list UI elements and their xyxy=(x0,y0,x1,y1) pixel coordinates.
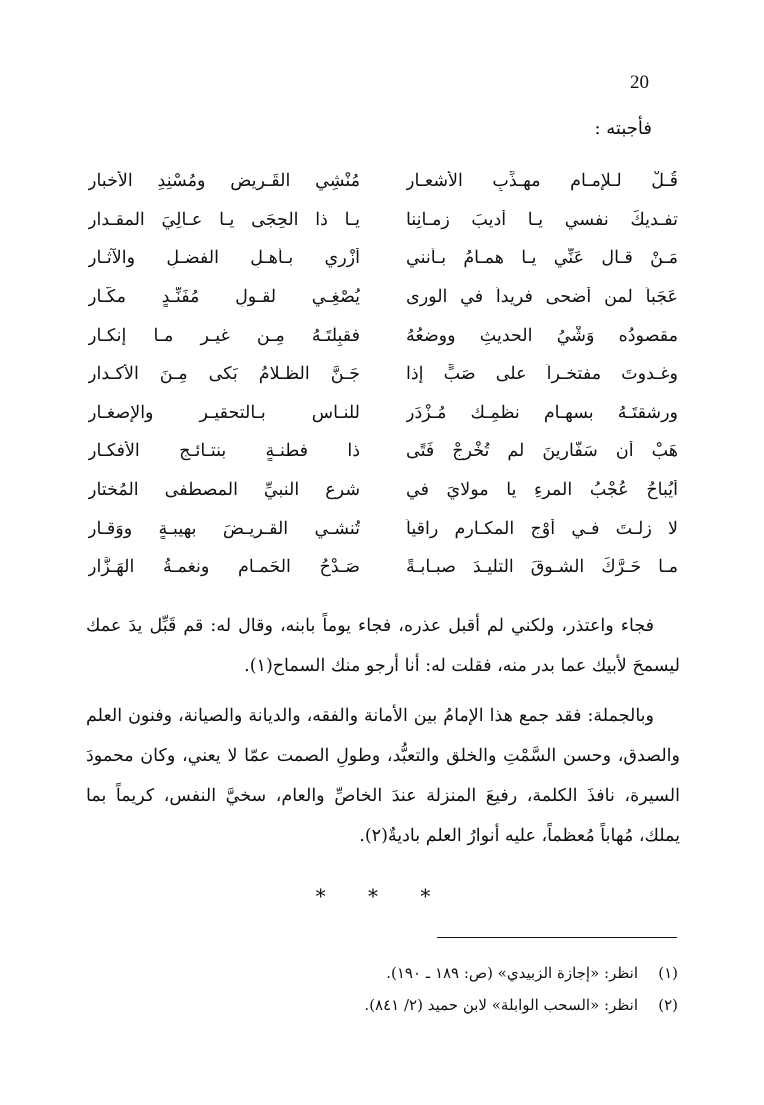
footnote xyxy=(364,957,678,989)
paragraph: فجاء واعتذر، ولكني لم أقبل عذره، فجاء يوماً بابنه، وقال له: قم قَبِّل يدَ عمك ليسمحَ لأبيك عما بدر منه، فقلت له: أنا أرجو منك السماح(١). xyxy=(86,616,680,676)
footnote-rule xyxy=(437,937,677,938)
verse-line xyxy=(88,509,678,548)
footnote-text: انظر: «السحب الوابلة» لابن حميد (٢/ ٨٤١). xyxy=(364,996,638,1014)
verse-line xyxy=(88,278,678,317)
verse-line xyxy=(88,548,678,587)
poem xyxy=(88,162,678,587)
verse-second-hemistich: للنـاسِ بـالتحقيـرِ والإصغـارِ xyxy=(88,402,360,423)
verse-first-hemistich: هَبْ أن سَفَّارِينَ لم تُخْرِجْ فَتًى xyxy=(406,441,678,462)
verse-second-hemistich: أُزْرِي بـأهـلِ الفضـلِ والآثـارِ xyxy=(88,248,360,269)
verse-line xyxy=(88,316,678,355)
verse-second-hemistich: ذا فطنـةٍ بنتـائـجِ الأفكـارِ xyxy=(88,441,360,462)
body-text xyxy=(86,606,680,856)
verse-second-hemistich: جَـنَّ الظـلامُ بَكى مِـنَ الأكـدارِ xyxy=(88,364,360,385)
verse-line xyxy=(88,201,678,240)
verse-first-hemistich: تفـديكَ نفسي يـا أديبَ زمـانِنا xyxy=(406,209,678,230)
footnote xyxy=(364,989,678,1021)
verse-second-hemistich: شرعِ النبيِّ المصطفى المُختارِ xyxy=(88,480,360,501)
verse-first-hemistich: أيُباحُ عُجْبُ المرءِ يا مولايَ في xyxy=(406,480,678,501)
intro-line: فأجبته : xyxy=(594,118,652,139)
verse-line xyxy=(88,432,678,471)
verse-first-hemistich: مـا حَـرَّكَ الشـوقَ التليـدَ صبـابـةً xyxy=(406,557,678,578)
verse-first-hemistich: قُـلْ لـلإمـام مهـذِّبِ الأشعـارِ xyxy=(406,171,678,192)
verse-first-hemistich: لا زلـتَ فـي أَوْجِ المكـارمِ راقياً xyxy=(406,518,678,539)
verse-line xyxy=(88,394,678,433)
verse-line xyxy=(88,471,678,510)
paragraph: وبالجملة: فقد جمع هذا الإمامُ بين الأمانة والفقه، والديانة والصيانة، وفنون العلم والصدق، وحسن السَّمْتِ والخلق والتعبُّد، وطولِ الصمت عمّا لا يعني، وكان محمودَ السيرة، نافذَ الكلمة، رفيعَ المنزلة عندَ الخاصِّ والعام، سخيَّ النفس، كريماً بما يملك، مُهاباً مُعظماً، عليه أنوارُ العلم باديةٌ(٢). xyxy=(86,706,680,846)
verse-second-hemistich: تُنشـي القـريـضَ بهيبـةٍ ووَقـارِ xyxy=(88,518,360,539)
verse-first-hemistich: وغـدوتَ مفتخـراً على صَبٍّ إذا xyxy=(406,364,678,385)
verse-second-hemistich: مُنْشِي القَـريضِ ومُسْنِدِ الأخبارِ xyxy=(88,171,360,192)
page-number: 20 xyxy=(630,72,649,93)
verse-line xyxy=(88,162,678,201)
verse-line xyxy=(88,239,678,278)
verse-first-hemistich: مَـنْ قـال عَنِّي يـا همـامُ بـأنني xyxy=(406,248,678,269)
verse-second-hemistich: يُصْغِـي لقـولِ مُفَنِّـدٍ مكَّـارِ xyxy=(88,287,360,308)
verse-second-hemistich: فقبِلْتَـهُ مِـن غيـرِ مـا إنكـارِ xyxy=(88,325,360,346)
section-separator: * * * xyxy=(315,884,449,908)
verse-first-hemistich: ورشقتَـهُ بسهـامِ نظمِـك مُـزْدَرٍ xyxy=(406,402,678,423)
verse-second-hemistich: يـا ذا الحِجَى يـا عـالِيَ المقـدارِ xyxy=(88,209,360,230)
verse-first-hemistich: مقصودُه وَشْيُ الحديثِ ووضعُهُ xyxy=(406,325,678,346)
footnotes xyxy=(364,957,678,1021)
footnote-number: (٢) xyxy=(658,996,678,1014)
verse-line xyxy=(88,355,678,394)
footnote-number: (١) xyxy=(658,964,678,982)
footnote-text: انظر: «إجازة الزبيدي» (ص: ١٨٩ ـ ١٩٠). xyxy=(386,964,638,982)
verse-first-hemistich: عَجَباً لمن أضحى فريداً في الورى xyxy=(406,287,678,308)
verse-second-hemistich: صَـدْحُ الحَمـامِ ونغمـةُ الهَـزَّارِ xyxy=(88,557,360,578)
